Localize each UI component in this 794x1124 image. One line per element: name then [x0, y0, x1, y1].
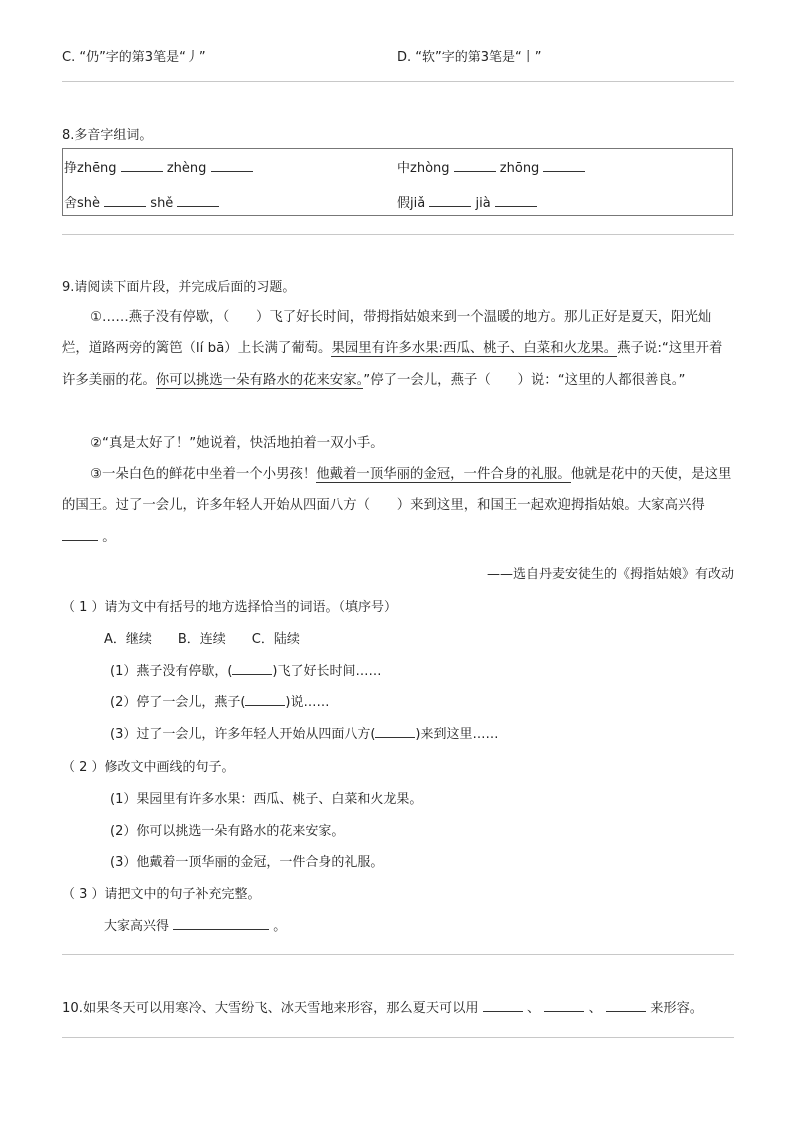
- passage-paragraph-2: ②“真是太好了！”她说着，快活地拍着一双小手。: [90, 436, 384, 451]
- q8-cell: 舍shè shě: [64, 192, 219, 211]
- source-note: ——选自丹麦安徒生的《拇指姑娘》有改动: [486, 567, 734, 582]
- divider: [62, 81, 734, 82]
- q10: 10.如果冬天可以用寒冷、大雪纷飞、冰天雪地来形容，那么夏天可以用 、 、 来形容。: [62, 1001, 703, 1016]
- fill-item: (1）燕子没有停歇，( )飞了好长时间……: [110, 664, 382, 679]
- sub-question-2: （ 2 ）修改文中画线的句子。: [62, 760, 235, 775]
- passage-paragraph-3: ③一朵白色的鲜花中坐着一个小男孩！他戴着一顶华丽的金冠，一件合身的礼服。他就是花中的天使，是这里的国王。过了一会儿，许多年轻人开始从四面八方（ ）来到这里，和国王一起欢迎拇指姑娘。大家高兴得 。: [62, 467, 732, 545]
- q8-cell: 假jiǎ jià: [397, 192, 537, 211]
- option-c: C. “仍”字的第3笔是“丿”: [62, 50, 206, 65]
- divider: [62, 954, 734, 955]
- passage-paragraph-1: ①……燕子没有停歇，（ ）飞了好长时间，带拇指姑娘来到一个温暖的地方。那儿正好是夏天，阳光灿烂，道路两旁的篱笆（lí bā）上长满了葡萄。果园里有许多水果:西瓜、桃子、白菜和火龙果。燕子说:“这里开着许多美丽的花。你可以挑选一朵有路水的花来安家。”停了一会儿，燕子（ ）说：“这里的人都很善良。”: [62, 310, 723, 388]
- rewrite-item: (3）他戴着一顶华丽的金冠，一件合身的礼服。: [110, 855, 384, 870]
- q8-title: 8.多音字组词。: [62, 128, 153, 143]
- q8-cell: 挣zhēng zhèng: [64, 157, 253, 176]
- divider: [62, 234, 734, 235]
- q9-title: 9.请阅读下面片段，并完成后面的习题。: [62, 280, 296, 295]
- fill-item: (2）停了一会儿，燕子( )说……: [110, 695, 330, 710]
- underlined-sentence: 你可以挑选一朵有路水的花来安家。: [155, 372, 364, 388]
- option-d: D. “软”字的第3笔是“丨”: [397, 50, 542, 65]
- rewrite-item: (2）你可以挑选一朵有路水的花来安家。: [110, 824, 345, 839]
- word-choices: A．继续 B．连续 C．陆续: [104, 632, 300, 647]
- fill-item: (3）过了一会儿，许多年轻人开始从四面八方( )来到这里……: [110, 727, 499, 742]
- sub-question-1: （ 1 ）请为文中有括号的地方选择恰当的词语。（填序号）: [62, 600, 398, 615]
- divider: [62, 1037, 734, 1038]
- completion-line: 大家高兴得 。: [104, 919, 287, 934]
- underlined-sentence: 他戴着一顶华丽的金冠，一件合身的礼服。: [316, 467, 571, 482]
- underlined-sentence: 果园里有许多水果:西瓜、桃子、白菜和火龙果。: [331, 341, 618, 357]
- rewrite-item: (1）果园里有许多水果：西瓜、桃子、白菜和火龙果。: [110, 792, 423, 807]
- q8-cell: 中zhòng zhōng: [397, 157, 585, 176]
- sub-question-3: （ 3 ）请把文中的句子补充完整。: [62, 887, 261, 902]
